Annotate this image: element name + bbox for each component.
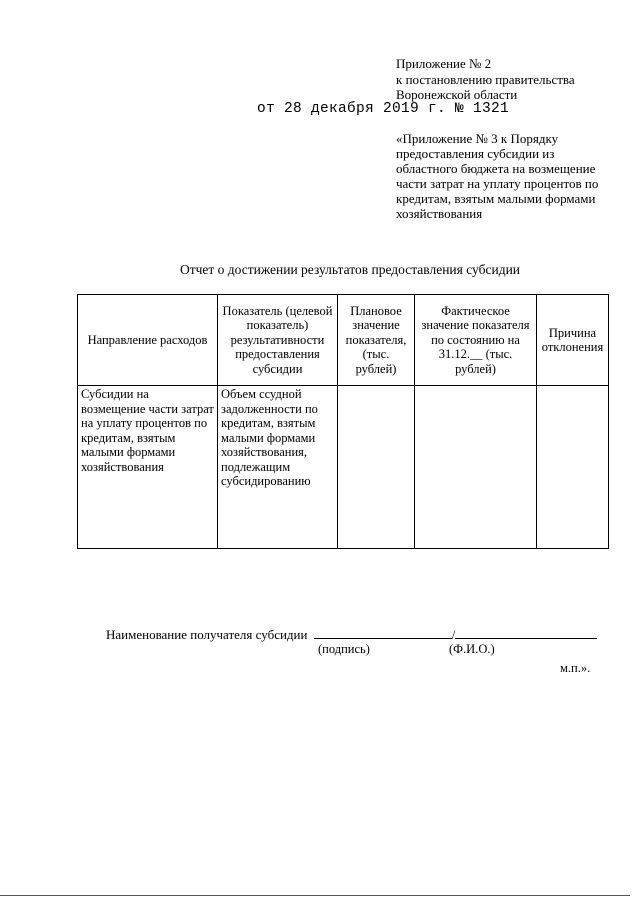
table-header-row xyxy=(78,295,609,386)
table-cell xyxy=(415,386,537,549)
table-cell: Субсидии на возмещение части затрат на уплату процентов по кредитам, взятым малыми формами хозяйствования xyxy=(78,386,218,549)
signature-blank xyxy=(314,626,452,639)
signature-label: Наименование получателя субсидии xyxy=(106,627,308,642)
decree-date: от 28 декабря 2019 г. № 1321 xyxy=(257,101,510,117)
signature-separator: / xyxy=(451,627,456,642)
report-table xyxy=(77,294,609,549)
column-header: Плановое значение показателя, (тыс. рублей) xyxy=(338,295,415,386)
appendix-line: Приложение № 2 xyxy=(396,56,492,71)
column-header: Причина отклонения xyxy=(537,295,609,386)
name-blank xyxy=(455,626,597,639)
report-title: Отчет о достижении результатов предоставления субсидии xyxy=(179,262,521,277)
column-header: Фактическое значение показателя по состоянию на 31.12.__ (тыс. рублей) xyxy=(415,295,537,386)
signature-line xyxy=(106,626,597,643)
column-header: Показатель (целевой показатель) результативности предоставления субсидии xyxy=(218,295,338,386)
annex-reference: «Приложение № 3 к Порядку предоставления субсидии из областного бюджета на возмещение части затрат на уплату процентов по кредитам, взятым малыми формами хозяйствования xyxy=(396,131,599,221)
signature-caption: (подпись) xyxy=(318,642,370,656)
table-cell xyxy=(338,386,415,549)
appendix-line: к постановлению правительства xyxy=(396,71,575,87)
appendix-header xyxy=(396,56,575,103)
page-bottom-rule xyxy=(0,895,630,896)
table-cell xyxy=(537,386,609,549)
name-caption: (Ф.И.О.) xyxy=(449,642,495,656)
column-header: Направление расходов xyxy=(78,295,218,386)
table-cell: Объем ссудной задолженности по кредитам, взятым малыми формами хозяйствования, подлежащим субсидированию xyxy=(218,386,338,549)
stamp-mark: м.п.». xyxy=(560,661,591,675)
table-row xyxy=(78,386,609,549)
appendix-line: Воронежской области xyxy=(396,87,518,102)
